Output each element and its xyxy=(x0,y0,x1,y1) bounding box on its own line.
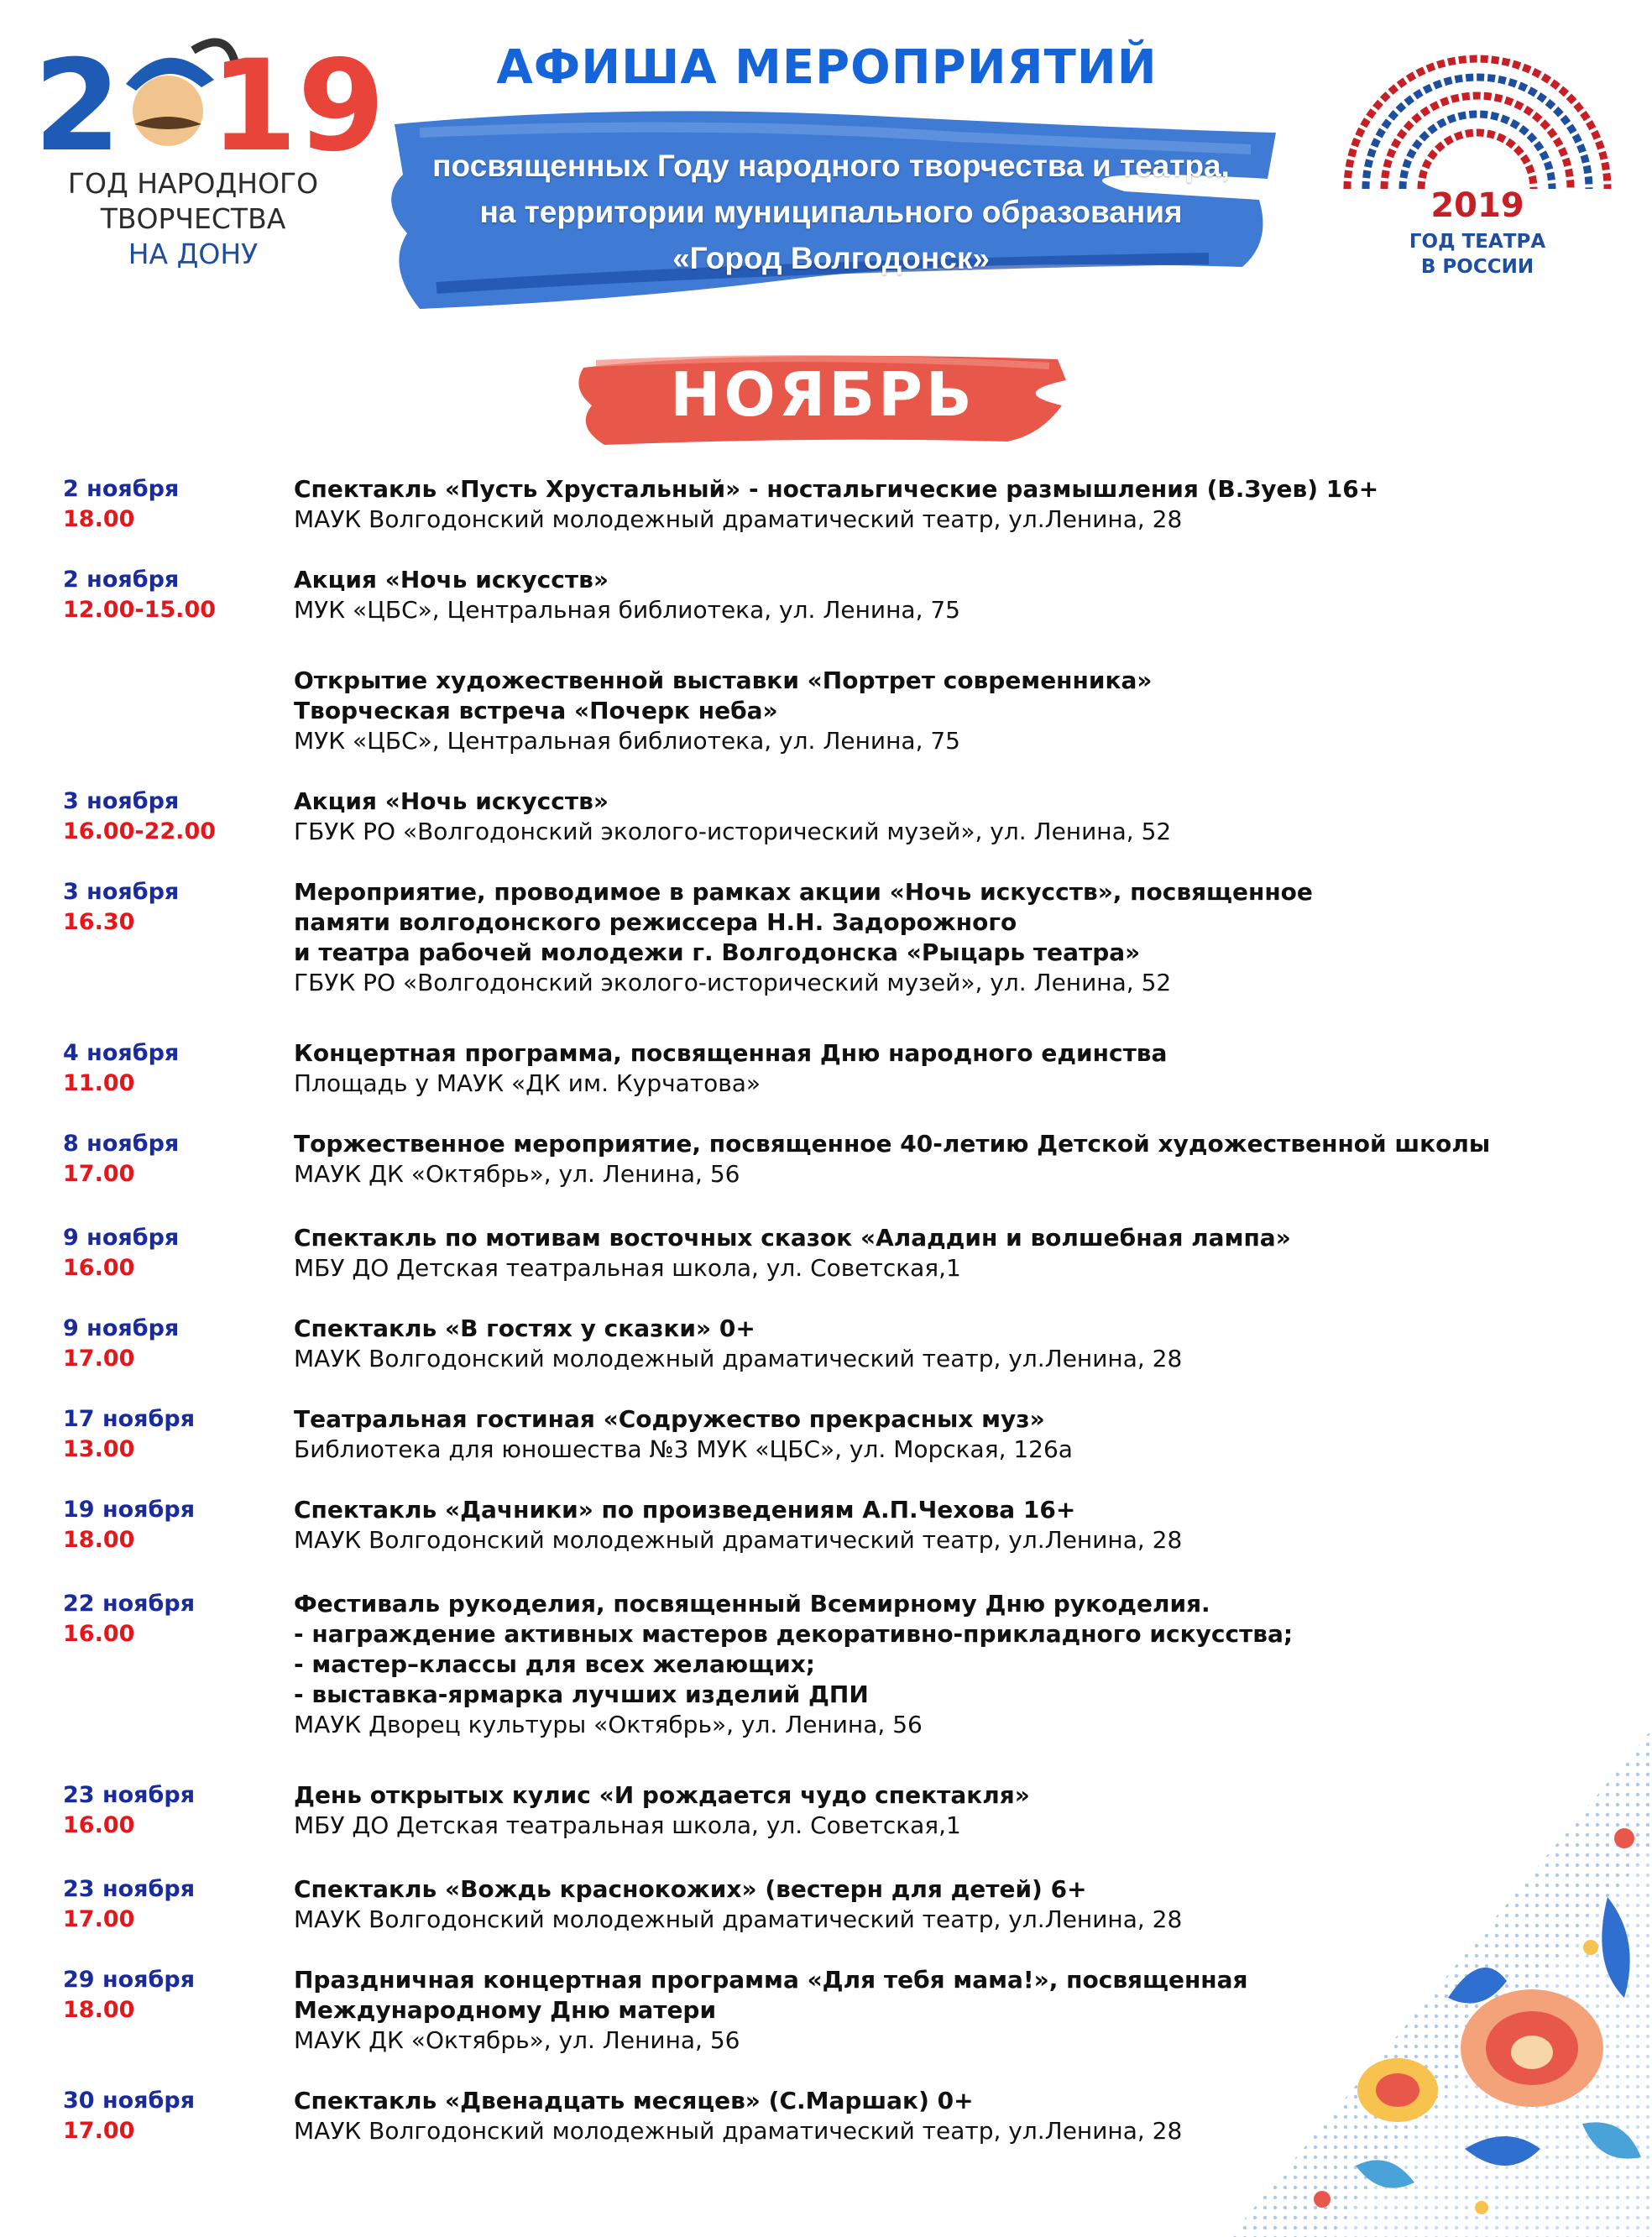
seat-row-arc xyxy=(1421,133,1534,189)
event-date: 3 ноября xyxy=(63,879,180,905)
event-venue: МУК «ЦБС», Центральная библиотека, ул. Ленина, 75 xyxy=(294,596,960,624)
event-venue: МАУК ДК «Октябрь», ул. Ленина, 56 xyxy=(294,2026,740,2054)
event-time: 17.00 xyxy=(63,2118,135,2144)
event-time: 18.00 xyxy=(63,506,135,532)
event-title: - выставка-ярмарка лучших изделий ДПИ xyxy=(294,1680,869,1708)
event-datetime xyxy=(63,1223,179,1283)
event-datetime xyxy=(63,1874,195,1935)
event-details xyxy=(294,877,1595,998)
event-venue: МАУК Волгодонский молодежный драматический театр, ул.Ленина, 28 xyxy=(294,1526,1183,1554)
subtitle-line: на территории муниципального образования xyxy=(479,195,1183,229)
event-time: 18.00 xyxy=(63,1527,135,1553)
event-title: День открытых кулис «И рождается чудо спектакля» xyxy=(294,1781,1030,1809)
logo-digit-19: 19 xyxy=(210,34,385,180)
event-venue: МБУ ДО Детская театральная школа, ул. Советская,1 xyxy=(294,1254,961,1282)
event-title: Фестиваль рукоделия, посвященный Всемирному Дню рукоделия. xyxy=(294,1590,1210,1618)
event-venue: ГБУК РО «Волгодонский эколого-исторический музей», ул. Ленина, 52 xyxy=(294,969,1172,996)
year-2019-logo-graphic xyxy=(34,34,385,180)
event-details xyxy=(294,565,1595,625)
event-venue: МБУ ДО Детская театральная школа, ул. Советская,1 xyxy=(294,1811,961,1839)
event-date: 19 ноября xyxy=(63,1497,196,1523)
event-details xyxy=(294,787,1595,847)
face-icon xyxy=(133,76,203,146)
event-datetime xyxy=(63,877,179,938)
event-title: Спектакль по мотивам восточных сказок «Аладдин и волшебная лампа» xyxy=(294,1224,1291,1252)
event-venue: МАУК Волгодонский молодежный драматический театр, ул.Ленина, 28 xyxy=(294,1345,1183,1372)
event-date: 17 ноября xyxy=(63,1406,196,1432)
seat-row-arc xyxy=(1384,96,1571,189)
event-title: Спектакль «Вождь краснокожих» (вестерн для детей) 6+ xyxy=(294,1875,1087,1903)
folk-art-year-logo xyxy=(34,34,385,285)
theatre-year-caption: ГОД ТЕАТРА xyxy=(1409,231,1546,253)
event-time: 17.00 xyxy=(63,1906,135,1932)
event-venue: МАУК ДК «Октябрь», ул. Ленина, 56 xyxy=(294,1160,740,1188)
event-title: памяти волгодонского режиссера Н.Н. Задорожного xyxy=(294,908,1017,936)
event-title: Открытие художественной выставки «Портрет современника» xyxy=(294,666,1153,694)
event-venue: Библиотека для юношества №3 МУК «ЦБС», ул. Морская, 126а xyxy=(294,1435,1073,1463)
theatre-year-caption: В РОССИИ xyxy=(1420,256,1534,278)
event-date: 23 ноября xyxy=(63,1782,196,1808)
event-details xyxy=(294,1314,1595,1374)
event-title: - награждение активных мастеров декоративно-прикладного искусства; xyxy=(294,1620,1294,1648)
event-title: - мастер–классы для всех желающих; xyxy=(294,1650,815,1678)
event-title: Мероприятие, проводимое в рамках акции «Ночь искусств», посвященное xyxy=(294,878,1313,906)
event-title: Спектакль «В гостях у сказки» 0+ xyxy=(294,1314,755,1342)
event-time: 13.00 xyxy=(63,1436,135,1462)
event-time: 17.00 xyxy=(63,1161,135,1187)
event-datetime xyxy=(63,1965,195,2025)
event-title: Спектакль «Двенадцать месяцев» (С.Маршак) 0+ xyxy=(294,2087,974,2114)
event-date: 9 ноября xyxy=(63,1315,180,1341)
caption-line: НА ДОНУ xyxy=(128,238,259,270)
event-venue: МАУК Дворец культуры «Октябрь», ул. Ленина, 56 xyxy=(294,1711,923,1738)
event-time: 16.00 xyxy=(63,1621,135,1647)
event-time: 16.00 xyxy=(63,1812,135,1838)
theatre-year-number: 2019 xyxy=(1430,186,1524,225)
event-time: 16.30 xyxy=(63,909,135,935)
caption-line: ГОД НАРОДНОГО xyxy=(67,167,319,200)
event-title: Спектакль «Дачники» по произведениям А.П.Чехова 16+ xyxy=(294,1496,1076,1524)
event-date: 9 ноября xyxy=(63,1225,180,1251)
event-datetime xyxy=(63,2086,195,2146)
event-datetime xyxy=(63,565,216,625)
theatre-year-logo xyxy=(1330,34,1624,285)
subtitle-line: посвященных Году народного творчества и театра, xyxy=(432,149,1230,183)
event-details xyxy=(294,666,1595,756)
event-title: Концертная программа, посвященная Дню народного единства xyxy=(294,1039,1168,1067)
event-title: Акция «Ночь искусств» xyxy=(294,787,609,815)
event-datetime xyxy=(63,1129,179,1189)
event-details xyxy=(294,1404,1595,1465)
event-venue: МУК «ЦБС», Центральная библиотека, ул. Ленина, 75 xyxy=(294,727,960,755)
event-date: 2 ноября xyxy=(63,567,180,593)
event-title: Творческая встреча «Почерк неба» xyxy=(294,697,778,724)
page-title: АФИША МЕРОПРИЯТИЙ xyxy=(496,40,1158,95)
event-title: Международному Дню матери xyxy=(294,1996,717,2024)
caption-line: ТВОРЧЕСТВА xyxy=(100,202,286,235)
event-time: 18.00 xyxy=(63,1997,135,2023)
event-details xyxy=(294,1129,1595,1189)
event-title: Спектакль «Пусть Хрустальный» - ностальгические размышления (В.Зуев) 16+ xyxy=(294,475,1379,503)
event-details xyxy=(294,474,1595,535)
subtitle-line: «Город Волгодонск» xyxy=(672,241,990,275)
event-datetime xyxy=(63,1314,179,1374)
folk-art-year-caption xyxy=(34,166,353,272)
event-date: 8 ноября xyxy=(63,1131,180,1157)
event-details xyxy=(294,1223,1595,1283)
event-datetime xyxy=(63,1589,195,1649)
event-time: 12.00-15.00 xyxy=(63,597,217,623)
event-title: Театральная гостиная «Содружество прекрасных муз» xyxy=(294,1405,1045,1433)
event-time: 17.00 xyxy=(63,1346,135,1372)
event-date: 30 ноября xyxy=(63,2088,196,2114)
event-datetime xyxy=(63,474,179,535)
event-date: 2 ноября xyxy=(63,476,180,502)
event-time: 11.00 xyxy=(63,1070,135,1096)
event-date: 4 ноября xyxy=(63,1040,180,1066)
page-subtitle xyxy=(369,143,1293,281)
event-date: 23 ноября xyxy=(63,1876,196,1902)
event-venue: Площадь у МАУК «ДК им. Курчатова» xyxy=(294,1069,761,1097)
event-time: 16.00 xyxy=(63,1255,135,1281)
event-datetime xyxy=(63,1038,179,1099)
event-datetime xyxy=(63,1404,195,1465)
event-details xyxy=(294,1495,1595,1555)
event-date: 22 ноября xyxy=(63,1591,196,1617)
event-date: 29 ноября xyxy=(63,1967,196,1993)
theatre-seats-icon xyxy=(1330,34,1624,193)
event-details xyxy=(294,1589,1595,1740)
event-title: Праздничная концертная программа «Для тебя мама!», посвященная xyxy=(294,1966,1248,1994)
event-venue: МАУК Волгодонский молодежный драматический театр, ул.Ленина, 28 xyxy=(294,505,1183,533)
event-title: Торжественное мероприятие, посвященное 40-летию Детской художественной школы xyxy=(294,1130,1491,1158)
month-heading: НОЯБРЬ xyxy=(670,359,975,430)
event-datetime xyxy=(63,1780,195,1841)
folk-ornament-decoration xyxy=(1230,1729,1652,2237)
event-datetime xyxy=(63,787,216,847)
event-title: Акция «Ночь искусств» xyxy=(294,566,609,593)
event-date: 3 ноября xyxy=(63,788,180,814)
event-time: 16.00-22.00 xyxy=(63,818,217,844)
event-venue: ГБУК РО «Волгодонский эколого-исторический музей», ул. Ленина, 52 xyxy=(294,818,1172,845)
event-details xyxy=(294,1038,1595,1099)
event-title: и театра рабочей молодежи г. Волгодонска «Рыцарь театра» xyxy=(294,938,1141,966)
logo-digit-2: 2 xyxy=(34,34,122,180)
event-venue: МАУК Волгодонский молодежный драматический театр, ул.Ленина, 28 xyxy=(294,2117,1183,2145)
event-venue: МАУК Волгодонский молодежный драматический театр, ул.Ленина, 28 xyxy=(294,1905,1183,1933)
event-datetime xyxy=(63,1495,195,1555)
